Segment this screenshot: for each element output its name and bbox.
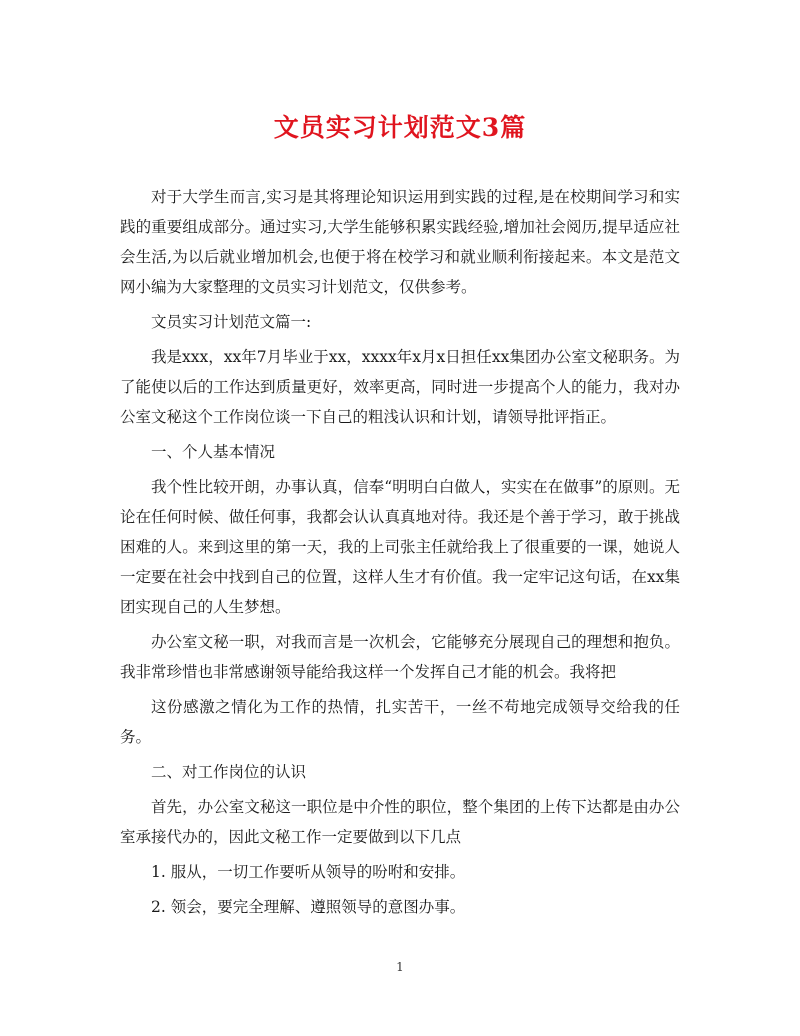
self-introduction-paragraph: 我是xxx，xx年7月毕业于xx，xxxx年x月x日担任xx集团办公室文秘职务。为了能使以后的工作达到质量更好，效率更高，同时进一步提高个人的能力，我对办公室文秘这个工作岗位谈一下自己的粗浅认识和计划，请领导批评指正。 <box>120 348 680 426</box>
list-item-obey: 1. 服从，一切工作要听从领导的吩咐和安排。 <box>151 863 466 881</box>
list-item-comprehend: 2. 领会，要完全理解、遵照领导的意图办事。 <box>151 898 466 916</box>
document-body <box>120 182 680 922</box>
section-heading-job-understanding: 二、对工作岗位的认识 <box>151 763 307 781</box>
intro-paragraph: 对于大学生而言,实习是其将理论知识运用到实践的过程,是在校期间学习和实践的重要组成部分。通过实习,大学生能够积累实践经验,增加社会阅历,提早适应社会生活,为以后就业增加机会,也便于将在校学习和就业顺利衔接起来。本文是范文网小编为大家整理的文员实习计划范文，仅供参考。 <box>120 188 680 296</box>
page-number: 1 <box>396 960 404 974</box>
section-heading-personal-info: 一、个人基本情况 <box>151 443 276 461</box>
personality-paragraph: 我个性比较开朗，办事认真，信奉“明明白白做人，实实在在做事”的原则。无论在任何时候、做任何事，我都会认认真真地对待。我还是个善于学习，敢于挑战困难的人。来到这里的第一天，我的上司张主任就给我上了很重要的一课，她说人一定要在社会中找到自己的位置，这样人生才有价值。我一定牢记这句话，在xx集团实现自己的人生梦想。 <box>120 478 680 616</box>
job-role-paragraph: 首先，办公室文秘这一职位是中介性的职位，整个集团的上传下达都是由办公室承接代办的，因此文秘工作一定要做到以下几点 <box>120 798 680 846</box>
section-heading-article-one: 文员实习计划范文篇一: <box>151 313 312 331</box>
document-title: 文员实习计划范文3篇 <box>273 113 527 142</box>
opportunity-paragraph: 办公室文秘一职，对我而言是一次机会，它能够充分展现自己的理想和抱负。我非常珍惜也非常感谢领导能给我这样一个发挥自己才能的机会。我将把 <box>120 633 680 681</box>
gratitude-paragraph: 这份感激之情化为工作的热情，扎实苦干，一丝不苟地完成领导交给我的任务。 <box>120 698 680 746</box>
